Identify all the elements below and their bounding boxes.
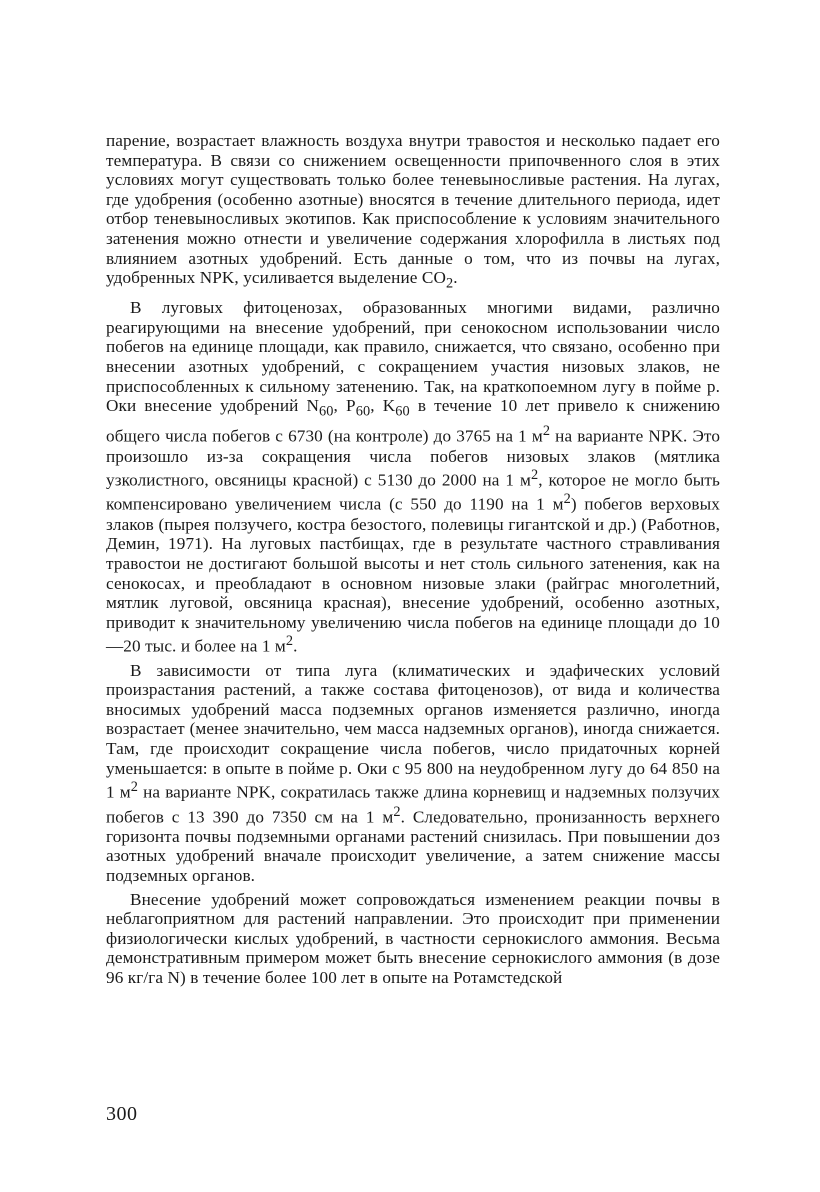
body-text <box>106 131 720 988</box>
paragraph-1: парение, возрастает влажность воздуха внутри травостоя и несколько падает его температура. В связи со снижением освещенности припочвенного слоя в этих условиях могут существовать только более теневыносливые растения. На лугах, где удобрения (особенно азотные) вносятся в течение длительного периода, идет отбор теневыносливых экотипов. Как приспособление к условиям значительного затенения можно отнести и увеличение содержания хлорофилла в листьях под влиянием азотных удобрений. Есть данные о том, что из почвы на лугах, удобренных NPK, усиливается выделение $CO_2$. <box>106 131 720 292</box>
paragraph-2: В луговых фитоценозах, образованных многими видами, различно реагирующими на внесение удобрений, при сенокосном использовании число побегов на единице площади, как правило, снижается, что связано, особенно при внесении азотных удобрений, с сокращением участия низовых злаков, не приспособленных к сильному затенению. Так, на краткопоемном лугу в пойме р. Оки внесение удобрений $N_{60}$, $P_{60}$, $K_{60}$ в течение 10 лет привело к снижению общего числа побегов с 6730 (на контроле) до 3765 на 1 $м^2$ на варианте NPK. Это произошло из-за сокращения числа побегов низовых злаков (мятлика узколистного, овсяницы красной) с 5130 до 2000 на 1 $м^2$, которое не могло быть компенсировано увеличением числа (с 550 до 1190 на 1 $м^2$) побегов верховых злаков (пырея ползучего, костра безостого, полевицы гигантской и др.) (Работнов, Демин, 1971). На луговых пастбищах, где в результате частного стравливания травостои не достигают большой высоты и нет столь сильного затенения, как на сенокосах, и преобладают в основном низовые злаки (райграс многолетний, мятлик луговой, овсяница красная), внесение удобрений, особенно азотных, приводит к значительному увеличению числа побегов на единице площади до 10—20 тыс. и более на 1 $м^2$. <box>106 298 721 657</box>
paragraph-4: Внесение удобрений может сопровождаться изменением реакции почвы в неблагоприятном для растений направлении. Это происходит при применении физиологически кислых удобрений, в частности сернокислого аммония. Весьма демонстративным примером может быть внесение сернокислого аммония (в дозе 96 кг/га N) в течение более 100 лет в опыте на Ротамстедской <box>106 889 720 988</box>
paragraph-3: В зависимости от типа луга (климатических и эдафических условий произрастания растений, а также состава фитоценозов), от вида и количества вносимых удобрений масса подземных органов изменяется различно, иногда возрастает (менее значительно, чем масса надземных органов), иногда снижается. Там, где происходит сокращение числа побегов, число придаточных корней уменьшается: в опыте в пойме р. Оки с 95 800 на неудобренном лугу до 64 850 на 1 $м^2$ на варианте NPK, сократилась также длина корневищ и надземных ползучих побегов с 13 390 до 7350 см на 1 $м^2$. Следовательно, пронизанность верхнего горизонта почвы подземными органами растений снизилась. При повышении доз азотных удобрений вначале происходит увеличение, а затем снижение массы подземных органов. <box>106 660 720 886</box>
page-number: 300 <box>106 1103 138 1125</box>
